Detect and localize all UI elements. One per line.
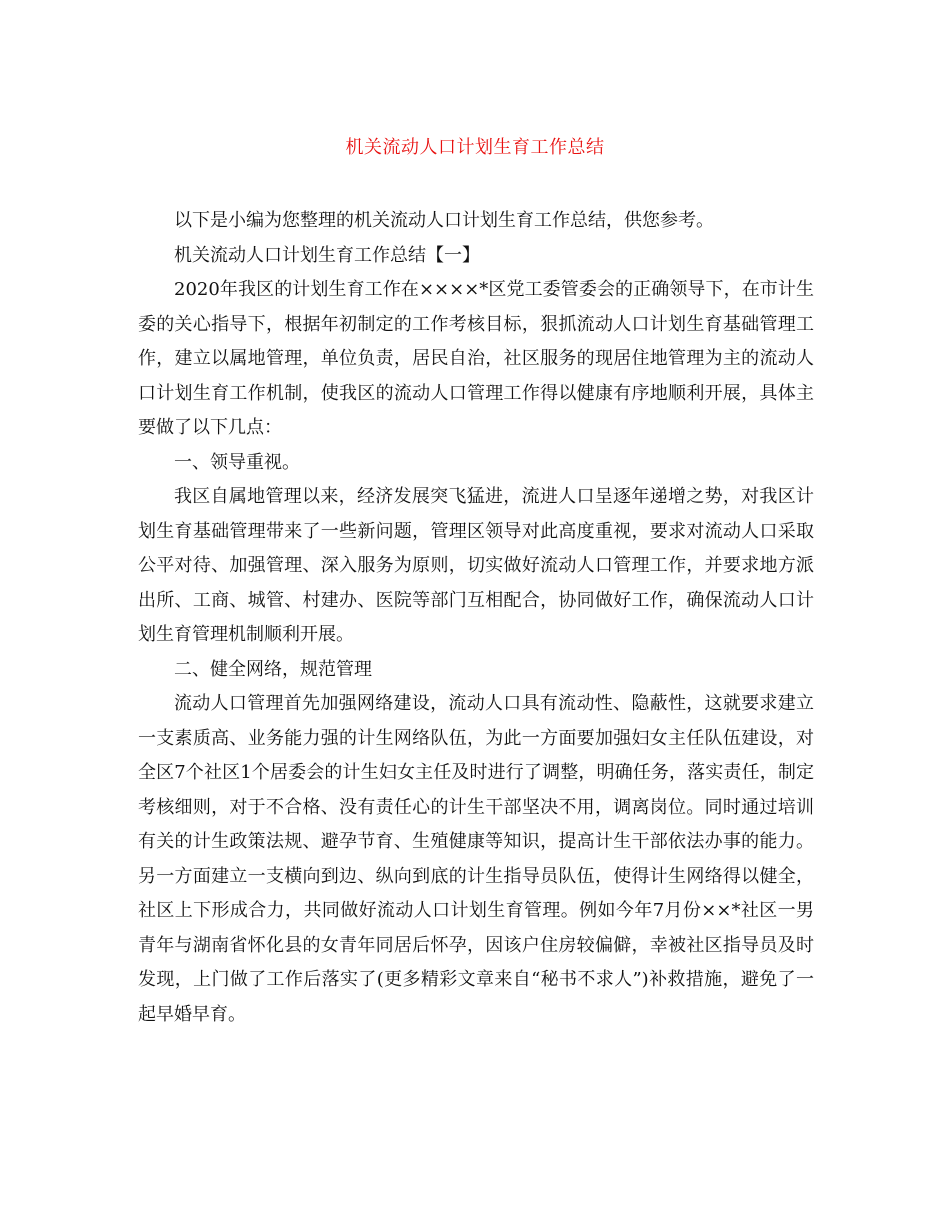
intro-paragraph: 以下是小编为您整理的机关流动人口计划生育工作总结，供您参考。 <box>174 210 714 231</box>
body-paragraph: 2020年我区的计划生育工作在××××*区党工委管委会的正确领导下，在市计生委的关心指导下，根据年初制定的工作考核目标，狠抓流动人口计划生育基础管理工作，建立以属地管理，单位负责，居民自治，社区服务的现居住地管理为主的流动人口计划生育工作机制，使我区的流动人口管理工作得以健康有序地顺利开展，具体主要做了以下几点： <box>138 279 814 438</box>
subheading-leadership: 一、领导重视。 <box>174 451 300 473</box>
body-paragraph: 流动人口管理首先加强网络建设，流动人口具有流动性、隐蔽性，这就要求建立一支素质高、业务能力强的计生网络队伍，为此一方面要加强妇女主任队伍建设，对全区7个社区1个居委会的计生妇女主任及时进行了调整，明确任务，落实责任，制定考核细则，对于不合格、没有责任心的计生干部坚决不用，调离岗位。同时通过培训有关的计生政策法规、避孕节育、生殖健康等知识，提高计生干部依法办事的能力。另一方面建立一支横向到边、纵向到底的计生指导员队伍，使得计生网络得以健全，社区上下形成合力，共同做好流动人口计划生育管理。例如今年7月份××*社区一男青年与湖南省怀化县的女青年同居后怀孕，因该户住房较偏僻，幸被社区指导员及时发现，上门做了工作后落实了(更多精彩文章来自“秘书不求人”)补救措施，避免了一起早婚早育。 <box>138 693 814 1025</box>
body-paragraph: 我区自属地管理以来，经济发展突飞猛进，流进人口呈逐年递增之势，对我区计划生育基础管理带来了一些新问题，管理区领导对此高度重视，要求对流动人口采取公平对待、加强管理、深入服务为原则，切实做好流动人口管理工作，并要求地方派出所、工商、城管、村建办、医院等部门互相配合，协同做好工作，确保流动人口计划生育管理机制顺利开展。 <box>138 486 814 645</box>
subheading-network: 二、健全网络，规范管理 <box>174 658 372 680</box>
section-heading: 机关流动人口计划生育工作总结【一】 <box>174 244 480 266</box>
document-body <box>138 204 814 1032</box>
document-title: 机关流动人口计划生育工作总结 <box>345 137 605 158</box>
